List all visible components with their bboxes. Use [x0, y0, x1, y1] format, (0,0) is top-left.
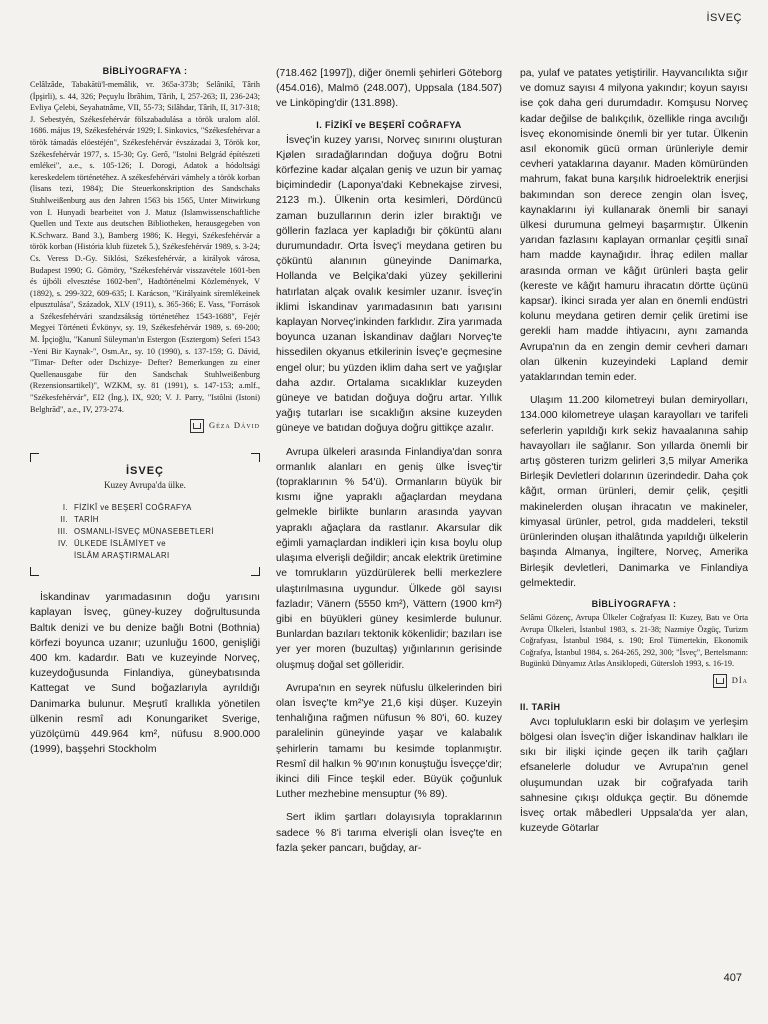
toc-item: II. TARİH	[60, 515, 99, 525]
bibliography-title: BİBLİYOGRAFYA :	[102, 66, 188, 76]
paragraph: pa, yulaf ve patates yetiştirilir. Hayvancılıkta sığır ve domuz sayısı 4 milyona yakındır; koyun sayısı ise çok daha geri durumdadır. Komşusu Norveç kadar değilse de balıkçılık, özellikle ringa avcılığı İsveç ekonomisinde önemli bir yer tutar. Ülkenin asıl ekonomik gücü orman ürünleriyle demir cevheri yataklarına dayanır. Maden kömüründen mahrum, fakat buna karşılık hidroelektrik enerjisi bakımından son derece zengin olan İsveç, kaynaklarını iyi kullanarak önemli bir sanayi ülkesi durumuna gelmeyi başarmıştır. Ülkenin yarıdan fazlasını kaplayan ormanlar çeşitli sınaî ham madde kaynağıdır. İhraç edilen mallar arasında orman ve kâğıt ürünleri başta gelir (kereste ve kâğıt hamuru ihracatın dörtte üçünü kapsar). İkinci sırada yer alan en önemli endüstri kolunu meydana getiren demir çelik üretimi ise gerekli ham madde ihtiyacını, aynı zamanda Avrupa'nın da en zengin demir cevheri damarı olan ülkenin kuzeyindeki Lapland demir yataklarından temin eder.	[520, 68, 748, 384]
table-of-contents	[42, 502, 248, 562]
bibliography-text: Selâmi Gözenç, Avrupa Ülkeler Coğrafyası II: Kuzey, Batı ve Orta Avrupa Ülkeleri, İstanbul 1983, s. 21-38; Nazmiye Özgüç, Turizm Coğrafyası, İstanbul 1984, s. 190; Erol Tümertekin, Ekonomik Coğrafya, İstanbul 1984, s. 264-265, 292, 300; "İsveç", Bertelsmann: Bugünkü Dünyamız Atlas Ansiklopedi, Gütersloh 1993, s. 16-19.	[520, 612, 748, 669]
author-signature	[30, 419, 260, 433]
column-1	[30, 66, 260, 986]
entry-header-box	[30, 453, 260, 576]
entry-title: İSVEÇ	[125, 465, 164, 478]
corner-mark	[251, 453, 260, 462]
corner-mark	[30, 453, 39, 462]
paragraph: Avrupa'nın en seyrek nüfuslu ülkelerinden biri olan İsveç'te km²'ye 21,6 kişi düşer. Kuzeyin tenhalığına rağmen nüfusun % 80'i, 60. kuzey paralelinin güneyinde yaşar ve kalabalık şehirlerin tamamı bu kesimde toplanmıştır. Resmî dil halkın % 90'ının konuştuğu İsveççe'dir; ikinci dili Fince teşkil eder. Büyük çoğunluk Luther mezhebine mensuptur (% 89).	[276, 682, 502, 801]
section-title-geography: I. FİZİKÎ ve BEŞERÎ COĞRAFYA	[316, 119, 462, 130]
paragraph: İsveç'in kuzey yarısı, Norveç sınırını oluşturan Kjølen sıradağlarından doğuya doğru Botni körfezine kadar alçalan geniş ve uzun bir yamaç biçimindedir (Laponya'daki Kebnekajse zirvesi, 2123 m.). Ülkenin orta kesimleri, Dördüncü zaman buzullarının derin izler bıraktığı ve göllerin fazlaca yer kapladığı bir çöküntü alanı durumundadır. Orta İsveç'i meydana getiren bu çöküntü alanının güneyinde Danimarka, Hollanda ve Belçika'daki yüzey şekillerini hatırlatan alçak ovalık kesimler uzanır. İsveç'in iklimi İskandinav yarımadasının batı yarısını kaplayan Norveç'inkinden farklıdır. Zira yarımada boyunca uzanan İskandinav dağları Norveç'te hissedilen okyanus etkilerinin İsveç'e geçmesine engel olur; bu yüzden iklim daha sert ve yağışlar daha azdır. Ortalama sıcaklıklar kuzeyden güneye ve batıdan doğuya doğru artar. Yıllık yağış tutarları ise sıcaklığın aksine kuzeyden güneye ve batıdan doğuya doğru gittikçe azalır.	[276, 134, 502, 435]
section-title-history: II. TARİH	[520, 701, 561, 712]
column-3	[520, 66, 748, 986]
author-signature	[520, 674, 748, 688]
bibliography-title: BİBLİYOGRAFYA :	[591, 598, 677, 609]
page-number: 407	[723, 972, 742, 984]
intro-paragraph: İskandinav yarımadasının doğu yarısını kaplayan İsveç, güney-kuzey doğrultusunda Baltık denizi ve bu denize bağlı Botni (Bothnia) körfezi boyunca uzanır; uzunluğu 1600, genişliği 400 km. kadardır. Batı ve kuzeyinde Norveç, kuzeydoğusunda Finlandiya, güneybatısında Kattegat ve Sund boğazlarıyla ayrıldığı Danimarka bulunur. Meşrutî krallıkla yönetilen ülkenin resmî adı Konungariket Sverige, yüzölçümü 449.964 km², nüfusu 8.900.000 (1999), başşehri Stockholm	[30, 592, 260, 756]
entry-subtitle: Kuzey Avrupa'da ülke.	[104, 480, 186, 491]
paragraph: Sert iklim şartları dolayısıyla topraklarının sadece % 8'i tarıma elverişli olan İsveç'te en fazla şeker pancarı, buğday, ar-	[276, 812, 502, 854]
dia-logo-icon	[713, 674, 727, 688]
paragraph: Avcı toplulukların eski bir dolaşım ve yerleşim bölgesi olan İsveç'in diğer İskandinav halkları ile sıkı bir ilişki içinde geçen ilk tarih çağları efsanelerle doludur ve Avrupa'nın genel oluşumundan uzak bir coğrafyada tarih sahnesine çıkışı oldukça geçtir. Bu dönemde İsveç ortak mâbedleri Uppsala'da yer alan, kuzeyde Götarlar	[520, 716, 748, 835]
paragraph: Avrupa ülkeleri arasında Finlandiya'dan sonra ormanlık alanları en geniş ülke İsveç'tir (topraklarının % 54'ü). Ormanların büyük bir kısmı iğne yapraklı ağaçlardan meydana gelmekle birlikte bunların arasında yayvan yapraklı ağaçlara da rastlanır. Akarsular dik eğimli yamaçlardan indikleri için kısa boylu olup ulaşıma elverişli değildir; ancak elektrik üretimine ve tomrukların yüzdürülerek belli merkezlere ulaştırılmasına uygundur. Ülkede göl sayısı fazladır; Vänern (5550 km²), Vättern (1900 km²) gibi en büyükleri güney kesimlerde bulunur. Bunlardan bazıları tektonik kökenlidir; bazıları ise yer yer moren (buzultaş) yığınlarının gerisinde oluşmuş doğal set gölleridir.	[276, 446, 502, 671]
toc-item: I. FİZİKÎ ve BEŞERÎ COĞRAFYA	[62, 503, 192, 513]
toc-item: III. OSMANLI-İSVEÇ MÜNASEBETLERİ	[57, 527, 214, 537]
author-name: Géza Dávid	[208, 420, 260, 431]
toc-item: IV. ÜLKEDE İSLÂMİYET ve	[57, 539, 166, 549]
running-header: İSVEÇ	[706, 12, 742, 24]
corner-mark	[251, 567, 260, 576]
dia-logo-icon	[190, 419, 204, 433]
toc-item-continuation: İSLÂM ARAŞTIRMALARI	[74, 551, 170, 561]
author-name: Dİa	[731, 674, 748, 685]
paragraph: (718.462 [1997]), diğer önemli şehirleri Göteborg (454.016), Malmö (248.007), Uppsala (184.507) ve Linköping'dir (131.898).	[276, 68, 502, 110]
column-2	[276, 66, 502, 986]
bibliography-text: Celâlzâde, Tabakātü'l-memâlik, vr. 365a-373b; Selânikî, Târih (İpşirli), s. 44, 326; Peçuylu İbrâhim, Târih, I, 257-263; II, 236-243; Evliya Çelebi, Seyahatnâme, VII, 55-73; Silâhdar, Târih, II, 317-318; J. Sebestyén, Székesfehérvár fölszabadulása a török uralom alól. 1686. május 19, Székesfehérvár 1929; I. Sinkovics, "Székesfehérvar a török támadás elöestéjén", Székesfehérvár évszázadai 3, Török kor, Székesfehérvár 1977, s. 15-30; Gy. Gerő, "Istolni Belgrád építészeti emlékei", a.e., s. 105-126; I. Dorogi, Adatok a hódoltsági kereskedelem történetéhez. A székesfehérvári vámhely a török korban (lisans tezi, 1984); Die Steuerkonskription des Sandschaks Stuhlweißenburg aus den Jahren 1563 bis 1565, Unter Mitwirkung von I. Hunyadi bearbeitet von J. Matuz (Islamwissenschaftliche Quellen und Texte aus deutschen Bibliotheken, herausgegeben von K.Schwarz. Band 3.), Bamberg 1986; K. Hegyi, Székesfehérvár a török korban (História klub füzetek 5.), Székesfehérvár 1989, s. 3-24; Cs. Veress D.-Gy. Siklósi, Székesfehérvár, a királyok városa, Budapest 1990; G. Gömöry, "Székesfehérvár visszavétele 1601-ben és újbóli elvesztése 1602-ben", Hadtörténelmi Közlemények, V (1892), s. 299-322, 609-635; I. Karácson, "Királyaink síremlékeinek elpusztulása", Századok, XLV (1911), s. 365-366; E. Vass, "Források a Székesfehérvári szandzsákság történetéhez 1543-1688", Fejér Megyei Történeti Évkönyv, sy. 19, Székesfehérvár 1989, s. 69-200; M. İpçioğlu, "Kanunî Süleyman'ın Estergon (Esztergom) Seferi 1543 -Yeni Bir Kaynak-", Osm.Ar., sy. 10 (1990), s. 137-159; G. Dávid, "Timar- Defter oder Dschizye- Defter? Bemerkungen zu einer Quellenausgabe für den Sandschak Stuhlweißenburg (Rezensionsartikel)", WZKM, sy. 81 (1991), s. 147-153; a.mlf., "Székesfehérvár", EI2 (İng.), IX, 920; V. J. Parry, "Istôlni (Istoni) Belghrād", a.e., IV, 273-274.	[30, 80, 260, 414]
paragraph: Ulaşım 11.200 kilometreyi bulan demiryolları, 134.000 kilometreye ulaşan karayolları ve tarifeli seferlerin yapıldığı kırk sekiz havaalanına sahip havayolları ile sağlanır. Son yıllarda önemli bir artış gösteren turizm gelirleri 3,5 milyar Amerika Birleşik Devletleri dolarının üzerindedir. Daha çok kâğıt, orman ürünleri, demir çelik, çeşitli makinelerden oluşan ihracatın ve makineler, kimyasal ürünler, petrol, gıda maddeleri, tekstil ürünlerinden oluşan ithalâtında yapıldığı ülkelerin başında Almanya, İngiltere, Norveç, Amerika Birleşik devletleri, Danimarka ve Finlandiya gelmektedir.	[520, 395, 748, 589]
corner-mark	[30, 567, 39, 576]
